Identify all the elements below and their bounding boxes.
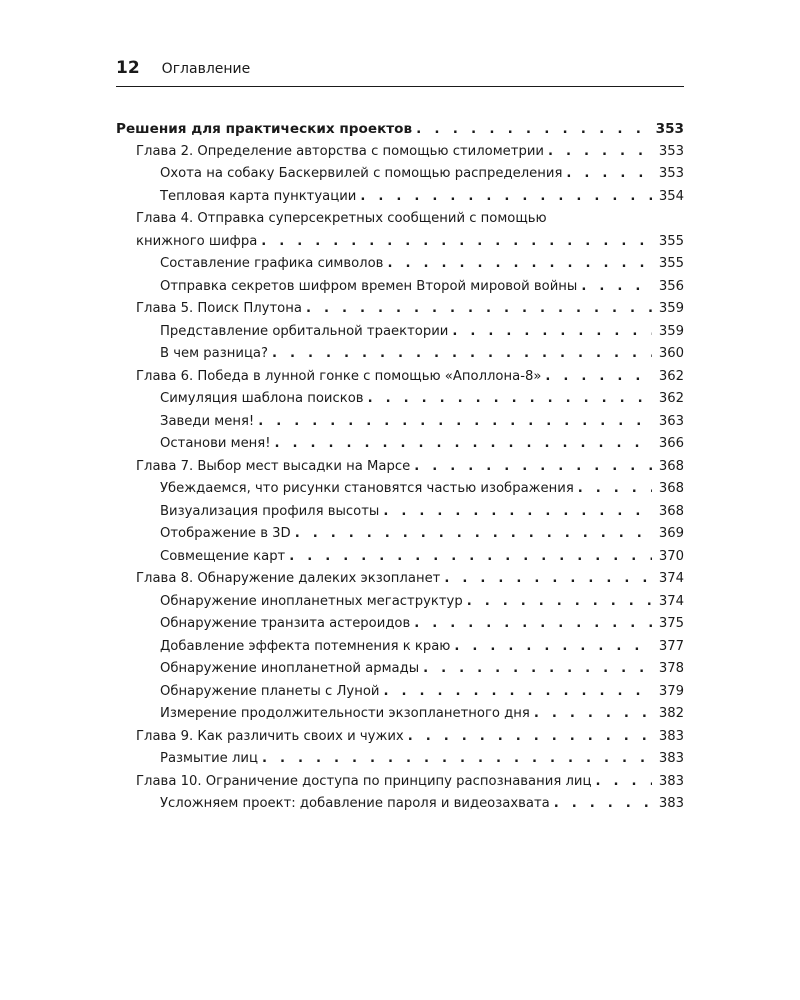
running-header [116,58,684,87]
toc-entry-page-number: 374 [658,593,684,609]
dot-leader [258,411,652,434]
dot-leader [295,523,652,546]
toc-entry-row [136,231,684,254]
toc-entry-page-number: 368 [658,481,684,496]
toc-entry-row [160,343,684,366]
toc-section-entry[interactable] [116,546,684,569]
toc-entry-title: Глава 5. Поиск Плутона [136,301,302,316]
dot-leader [534,703,652,726]
dot-leader [416,118,649,141]
toc-entry-page-number: 379 [658,683,684,699]
toc-entry-title: Глава 9. Как различить своих и чужих [136,728,404,744]
toc-entry-page-number: 354 [658,188,684,204]
toc-section-entry[interactable] [116,411,684,434]
toc-entry-page-number: 375 [658,616,684,631]
toc-entry-row [160,501,684,524]
dot-leader [444,568,652,591]
toc-entry-title: Обнаружение транзита астероидов [160,616,411,631]
toc-entry-row [136,298,684,321]
dot-leader [454,636,652,659]
toc-part-entry[interactable] [116,118,684,141]
toc-entry-page-number: 383 [658,773,684,789]
dot-leader [554,793,652,816]
toc-section-entry[interactable] [116,186,684,209]
toc-entry-page-number: 359 [658,301,684,316]
toc-section-entry[interactable] [116,388,684,411]
toc-chapter-entry[interactable] [116,771,684,794]
toc-entry-row [160,546,684,569]
toc-entry-row [160,186,684,209]
toc-entry-title: Отображение в 3D [160,526,291,541]
dot-leader [383,501,652,524]
toc-entry-page-number: 355 [658,256,684,271]
toc-entry-title: Усложняем проект: добавление пароля и видеозахвата [160,796,550,811]
dot-leader [387,253,652,276]
toc-chapter-entry[interactable] [116,366,684,389]
dot-leader [548,141,652,164]
toc-section-entry[interactable] [116,276,684,299]
toc-chapter-entry[interactable] [116,726,684,749]
toc-entry-title-line: Глава 4. Отправка суперсекретных сообщений с помощью [136,211,547,226]
toc-entry-page-number: 353 [658,143,684,159]
toc-entry-row [160,478,684,501]
toc-entry-title: Размытие лиц [160,751,258,766]
toc-entry-row [160,793,684,816]
toc-entry-row [136,568,684,591]
toc-entry-row [160,636,684,659]
toc-chapter-entry[interactable] [116,298,684,321]
toc-entry-title: Отправка секретов шифром времен Второй мировой войны [160,278,578,294]
toc-entry-title: Заведи меня! [160,413,255,429]
toc-entry-page-number: 368 [658,503,684,519]
toc-entry-title: Тепловая карта пунктуации [160,188,357,204]
toc-chapter-entry[interactable] [116,568,684,591]
toc-entry-row [160,748,684,771]
toc-entry-page-number: 353 [655,121,684,137]
toc-entry-title: Глава 6. Победа в лунной гонке с помощью «Аполлона-8» [136,368,542,384]
dot-leader [272,343,652,366]
toc-section-entry[interactable] [116,748,684,771]
toc-entry-page-number: 383 [658,751,684,766]
toc-entry-title: Глава 2. Определение авторства с помощью стилометрии [136,143,544,159]
dot-leader [408,726,652,749]
toc-section-entry[interactable] [116,478,684,501]
dot-leader [581,276,652,299]
toc-entry-title: Симуляция шаблона поисков [160,391,364,406]
toc-entry-title: Глава 7. Выбор мест высадки на Марсе [136,458,411,474]
dot-leader [566,163,652,186]
toc-entry-row [160,613,684,636]
toc-entry-row [160,703,684,726]
toc-entry-page-number: 382 [658,706,684,721]
toc-entry-page-number: 356 [658,278,684,294]
toc-entry-page-number: 366 [658,436,684,451]
toc-entry-row [160,276,684,299]
toc-entry-title: В чем разница? [160,346,268,361]
toc-chapter-entry[interactable] [116,208,684,253]
toc-entry-title: Останови меня! [160,436,271,451]
toc-entry-title: Обнаружение планеты с Луной [160,683,380,699]
toc-entry-title: Представление орбитальной траектории [160,323,449,339]
toc-section-entry[interactable] [116,658,684,681]
toc-entry-row [160,253,684,276]
toc-section-entry[interactable] [116,681,684,704]
dot-leader [306,298,652,321]
toc-entry-page-number: 383 [658,796,684,811]
toc-entry-row [136,141,684,164]
toc-entry-title: Совмещение карт [160,548,286,564]
toc-entry-title: Измерение продолжительности экзопланетного дня [160,706,530,721]
toc-entry-page-number: 362 [658,368,684,384]
toc-section-entry[interactable] [116,163,684,186]
toc-section-entry[interactable] [116,613,684,636]
toc-entry-row [160,523,684,546]
toc-entry-page-number: 370 [658,548,684,564]
toc-entry-title: Обнаружение инопланетной армады [160,661,420,676]
toc-entry-row [160,321,684,344]
dot-leader [452,321,652,344]
toc-entry-page-number: 369 [658,526,684,541]
toc-entry-page-number: 353 [658,166,684,181]
toc-entry-title: Решения для практических проектов [116,121,413,137]
toc-entry-page-number: 359 [658,323,684,339]
dot-leader [414,456,652,479]
toc-entry-row [160,163,684,186]
toc-section-entry[interactable] [116,321,684,344]
toc-entry-title: Глава 10. Ограничение доступа по принципу распознавания лиц [136,773,592,789]
toc-entry-row [136,366,684,389]
toc-entry-page-number: 360 [658,346,684,361]
toc-section-entry[interactable] [116,793,684,816]
dot-leader [360,186,652,209]
dot-leader [275,433,652,456]
toc-entry-title: Составление графика символов [160,256,384,271]
dot-leader [383,681,652,704]
dot-leader [289,546,652,569]
dot-leader [262,748,652,771]
toc-chapter-entry[interactable] [116,141,684,164]
toc-entry-title: книжного шифра [136,233,258,249]
table-of-contents [116,118,684,816]
toc-entry-row [160,591,684,614]
toc-section-entry[interactable] [116,703,684,726]
dot-leader [368,388,652,411]
toc-entry-title: Охота на собаку Баскервилей с помощью распределения [160,166,563,181]
toc-entry-page-number: 374 [658,571,684,586]
dot-leader [545,366,652,389]
toc-entry-row [160,658,684,681]
dot-leader [414,613,652,636]
toc-entry-page-number: 362 [658,391,684,406]
toc-entry-row [136,726,684,749]
toc-entry-row [160,433,684,456]
toc-entry-title: Добавление эффекта потемнения к краю [160,638,451,654]
dot-leader [261,231,652,254]
toc-section-entry[interactable] [116,343,684,366]
toc-entry-row [116,118,684,141]
dot-leader [578,478,652,501]
toc-entry-row [136,456,684,479]
toc-entry-page-number: 378 [658,661,684,676]
toc-entry-page-number: 377 [658,638,684,654]
toc-entry-title: Глава 8. Обнаружение далеких экзопланет [136,571,441,586]
toc-section-entry[interactable] [116,253,684,276]
toc-section-entry[interactable] [116,636,684,659]
toc-entry-title: Обнаружение инопланетных мегаструктур [160,593,463,609]
toc-entry-title: Убеждаемся, что рисунки становятся частью изображения [160,481,574,496]
dot-leader [595,771,652,794]
toc-entry-page-number: 383 [658,728,684,744]
toc-section-entry[interactable] [116,501,684,524]
toc-entry-page-number: 355 [658,233,684,249]
running-title: Оглавление [161,61,251,77]
toc-entry-title: Визуализация профиля высоты [160,503,380,519]
toc-section-entry[interactable] [116,523,684,546]
toc-entry-row [160,681,684,704]
dot-leader [423,658,652,681]
toc-entry-page-number: 363 [658,413,684,429]
toc-entry-row [136,771,684,794]
toc-entry-row [160,388,684,411]
toc-entry-page-number: 368 [658,458,684,474]
toc-section-entry[interactable] [116,433,684,456]
dot-leader [467,591,652,614]
toc-chapter-entry[interactable] [116,456,684,479]
toc-entry-row [160,411,684,434]
toc-section-entry[interactable] [116,591,684,614]
page-number: 12 [116,58,140,78]
